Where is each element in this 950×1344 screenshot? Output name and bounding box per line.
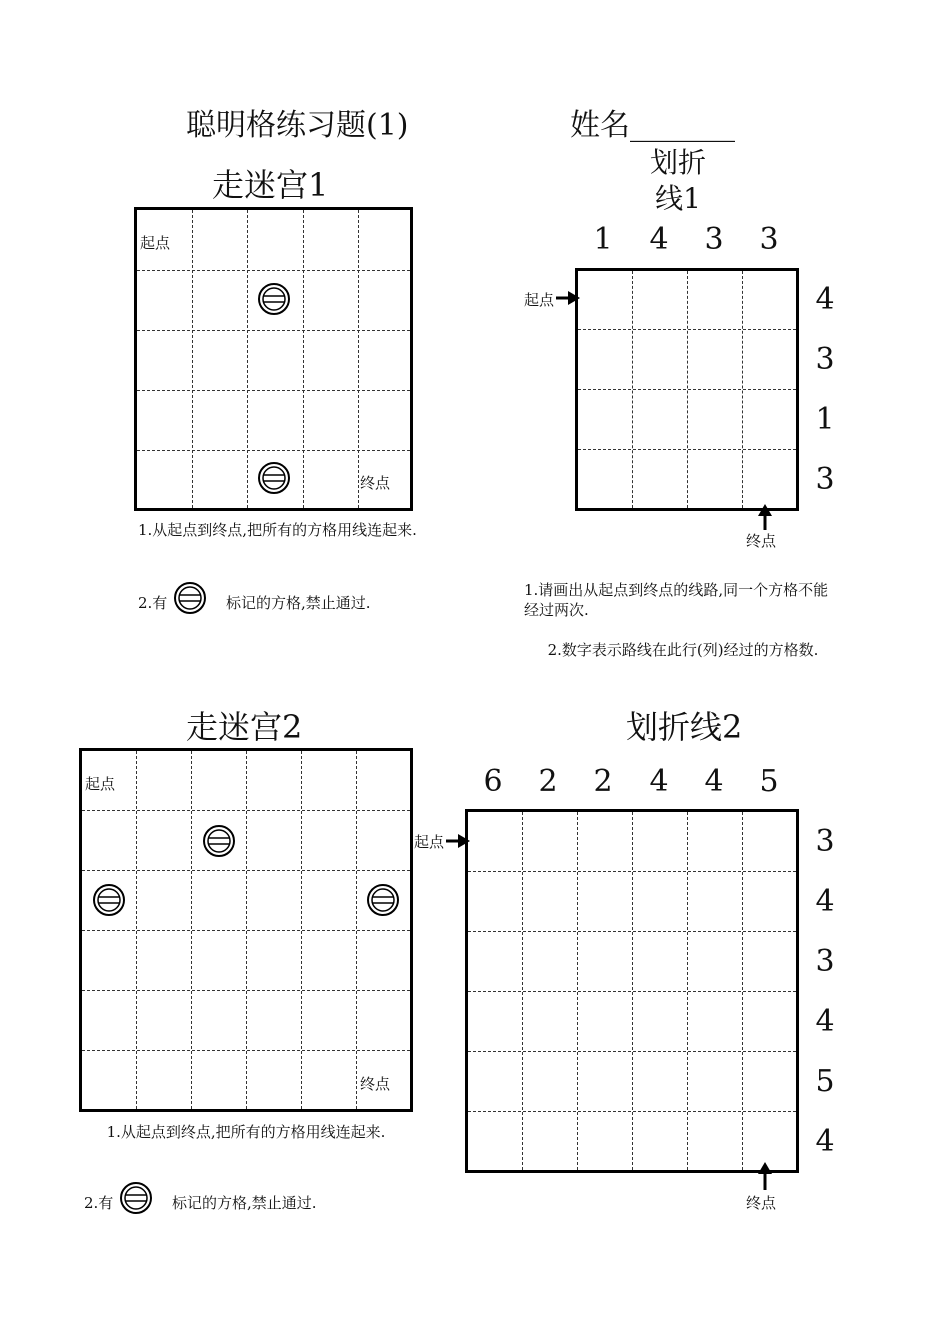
zigzag2-end-label: 终点 [746, 1194, 777, 1212]
zigzag1-col-clue: 3 [704, 222, 724, 257]
maze2-instruction-1: 1.从起点到终点,把所有的方格用线连起来. [106, 1123, 386, 1141]
maze1-instruction-1: 1.从起点到终点,把所有的方格用线连起来. [138, 521, 417, 539]
zigzag2-col-clue: 4 [649, 764, 669, 799]
forbidden-cell-icon [258, 283, 290, 315]
zigzag1-title: 划折 线1 [650, 146, 707, 215]
zigzag2-col-clue: 2 [538, 764, 558, 799]
maze2-title: 走迷宫2 [186, 708, 303, 746]
right-arrow-icon [556, 291, 580, 305]
maze1-title: 走迷宫1 [212, 166, 329, 204]
zigzag2-row-clue: 5 [815, 1064, 835, 1099]
zigzag2-col-clue: 2 [593, 764, 613, 799]
zigzag2-title: 划折线2 [626, 708, 743, 746]
maze1-end-label: 终点 [360, 474, 391, 492]
worksheet-title: 聪明格练习题(1) [186, 108, 409, 143]
right-arrow-icon [446, 834, 470, 848]
zigzag2-row-clue: 3 [815, 824, 835, 859]
zigzag1-grid[interactable] [575, 268, 799, 511]
zigzag1-row-clue: 3 [815, 462, 835, 497]
maze1-start-label: 起点 [140, 234, 171, 252]
zigzag1-row-clue: 1 [815, 402, 835, 437]
zigzag1-col-clue: 3 [759, 222, 779, 257]
forbidden-cell-icon [93, 884, 125, 916]
maze2-start-label: 起点 [85, 775, 116, 793]
maze2-instruction-2-prefix: 2.有 [84, 1194, 114, 1212]
zigzag1-row-clue: 3 [815, 342, 835, 377]
maze2-grid[interactable] [79, 748, 413, 1112]
zigzag1-row-clue: 4 [815, 282, 835, 317]
zigzag2-col-clue: 4 [704, 764, 724, 799]
maze1-instruction-2-suffix: 标记的方格,禁止通过. [226, 594, 371, 612]
zigzag1-start-label: 起点 [524, 291, 555, 309]
zigzag1-col-clue: 1 [593, 222, 613, 257]
up-arrow-icon [758, 1162, 772, 1190]
maze2-end-label: 终点 [360, 1075, 391, 1093]
zigzag2-grid[interactable] [465, 809, 799, 1173]
maze1-grid[interactable] [134, 207, 413, 511]
zigzag1-instruction-1: 1.请画出从起点到终点的线路,同一个方格不能经过两次. [524, 581, 829, 619]
forbidden-cell-icon [203, 825, 235, 857]
zigzag2-col-clue: 6 [483, 764, 503, 799]
zigzag2-row-clue: 3 [815, 944, 835, 979]
up-arrow-icon [758, 504, 772, 530]
maze1-instruction-2-prefix: 2.有 [138, 594, 168, 612]
forbidden-icon [174, 582, 206, 614]
forbidden-icon [120, 1182, 152, 1214]
zigzag1-end-label: 终点 [746, 532, 777, 550]
forbidden-cell-icon [258, 462, 290, 494]
zigzag1-col-clue: 4 [649, 222, 669, 257]
zigzag2-col-clue: 5 [759, 764, 779, 799]
maze2-instruction-2-suffix: 标记的方格,禁止通过. [172, 1194, 317, 1212]
zigzag2-row-clue: 4 [815, 1004, 835, 1039]
name-field-label: 姓名_______ [570, 108, 735, 143]
zigzag2-row-clue: 4 [815, 884, 835, 919]
zigzag1-instruction-2: 2.数字表示路线在此行(列)经过的方格数. [547, 641, 819, 659]
zigzag2-row-clue: 4 [815, 1124, 835, 1159]
zigzag2-start-label: 起点 [414, 833, 445, 851]
forbidden-cell-icon [367, 884, 399, 916]
